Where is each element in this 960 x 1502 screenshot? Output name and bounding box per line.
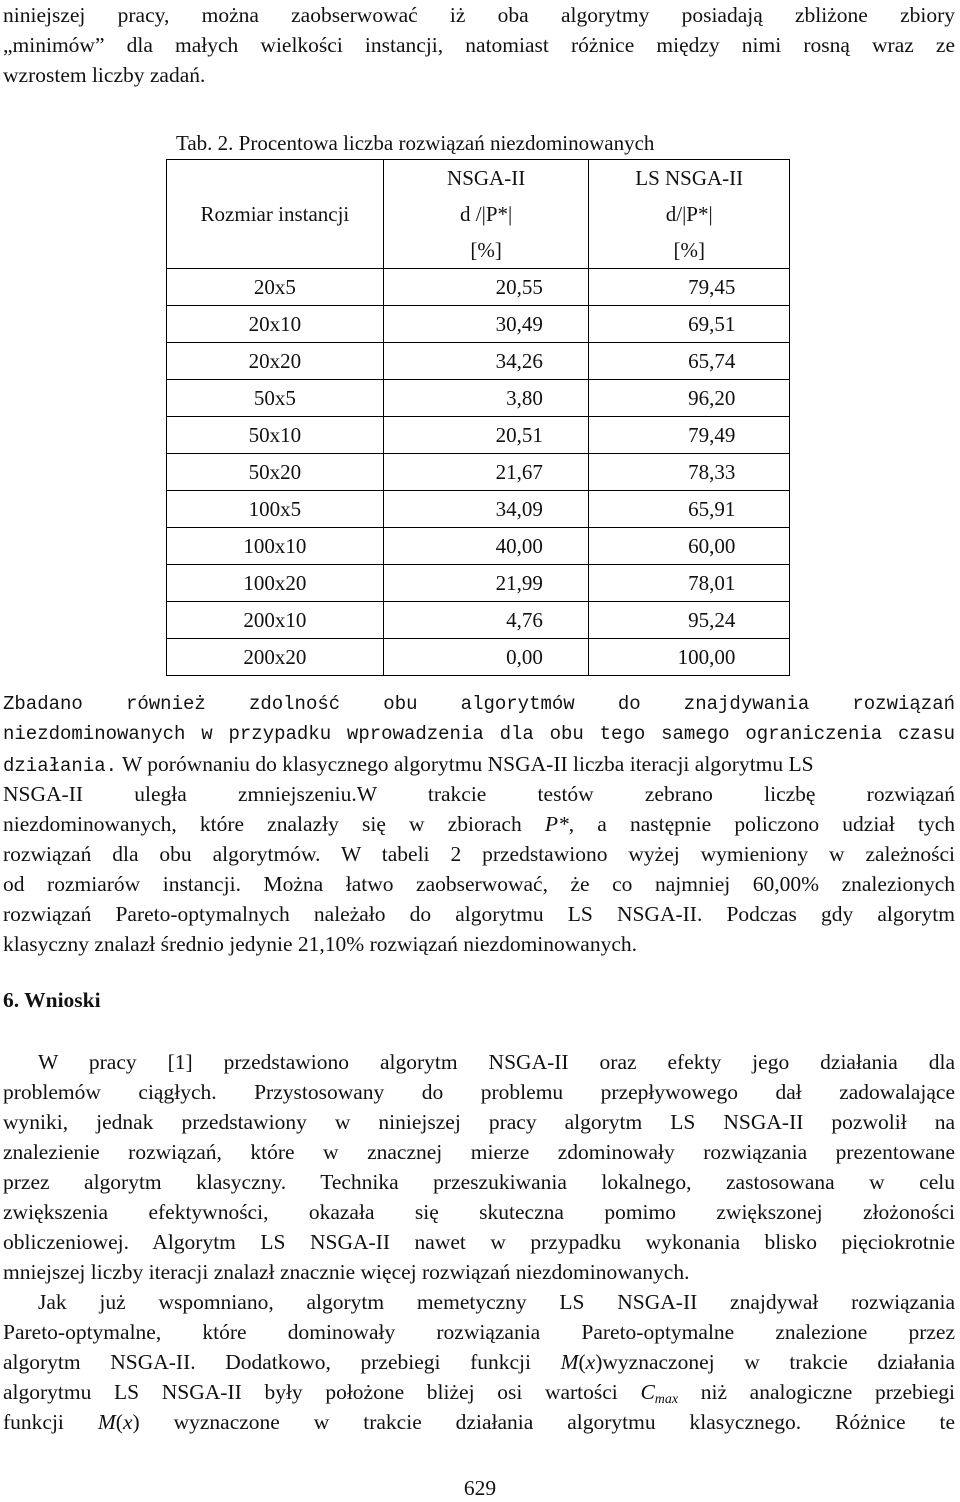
paragraph-line xyxy=(3,809,955,839)
paragraph-line: problemów ciągłych. Przystosowany do problemu przepływowego dał zadowalające xyxy=(3,1080,955,1104)
cell-size: 20x10 xyxy=(167,306,384,343)
math-symbol: M xyxy=(97,1410,116,1434)
paragraph-line xyxy=(3,1407,955,1437)
cell-ls: 78,33 xyxy=(688,460,736,484)
header-nsga: NSGA-II xyxy=(383,160,589,197)
paragraph-line: rozwiązań dla obu algorytmów. W tabeli 2 przedstawiono wyżej wymieniony w zależności xyxy=(3,842,955,866)
section-heading: 6. Wnioski xyxy=(3,988,101,1012)
cell-size: 200x20 xyxy=(167,639,384,676)
cell-nsga: 40,00 xyxy=(495,534,543,558)
paragraph-line: klasyczny znalazł średnio jedynie 21,10% rozwiązań niezdominowanych. xyxy=(3,932,638,956)
math-symbol: P* xyxy=(544,812,569,836)
cell-nsga: 0,00 xyxy=(506,645,543,669)
cell-size: 100x10 xyxy=(167,528,384,565)
math-subscript: max xyxy=(654,1392,679,1407)
paragraph-line: od rozmiarów instancji. Można łatwo zaobserwować, że co najmniej 60,00% znalezionych xyxy=(3,872,955,896)
cell-size: 50x5 xyxy=(167,380,384,417)
paragraph-line: niezdominowanych w przypadku wprowadzenia dla obu tego samego ograniczenia czasu xyxy=(3,723,955,745)
cell-nsga: 21,67 xyxy=(495,460,543,484)
cell-ls: 65,74 xyxy=(688,349,736,373)
cell-ls: 65,91 xyxy=(688,497,736,521)
page-number: 629 xyxy=(463,1476,497,1500)
cell-ls: 69,51 xyxy=(688,312,736,336)
paragraph-line: wyniki, jednak przedstawiony w niniejszej pracy algorytm LS NSGA-II pozwolił na xyxy=(3,1110,955,1134)
cell-nsga: 4,76 xyxy=(506,608,543,632)
header-ls-metric: d/|P*| xyxy=(589,196,790,232)
math-symbol: M xyxy=(560,1350,579,1374)
cell-size: 20x20 xyxy=(167,343,384,380)
paragraph-line: niniejszej pracy, można zaobserwować iż oba algorytmy posiadają zbliżone zbiory xyxy=(3,3,955,27)
cell-nsga: 34,26 xyxy=(495,349,543,373)
paragraph-fragment: wyznaczonej w trakcie działania xyxy=(602,1350,955,1374)
cell-nsga: 20,55 xyxy=(495,275,543,299)
paragraph-fragment: ) xyxy=(132,1410,140,1434)
table-row xyxy=(167,639,790,676)
paragraph-fragment: funkcji xyxy=(3,1410,98,1434)
cell-nsga: 3,80 xyxy=(506,386,543,410)
cell-size: 100x20 xyxy=(167,565,384,602)
cell-ls: 79,45 xyxy=(688,275,736,299)
paragraph-line: wzrostem liczby zadań. xyxy=(3,63,206,87)
table-row xyxy=(167,454,790,491)
math-symbol: x xyxy=(122,1410,133,1434)
cell-ls: 96,20 xyxy=(688,386,736,410)
table-caption: Tab. 2. Procentowa liczba rozwiązań niezdominowanych xyxy=(176,131,655,155)
paragraph-fragment: niezdominowanych, które znalazły się w zbiorach xyxy=(3,812,545,836)
header-nsga-metric: d /|P*| xyxy=(383,196,589,232)
paragraph-line xyxy=(3,749,955,781)
header-nsga-unit: [%] xyxy=(383,232,589,269)
cell-size: 50x20 xyxy=(167,454,384,491)
table-row xyxy=(167,565,790,602)
cell-ls: 78,01 xyxy=(688,571,736,595)
math-symbol: x xyxy=(585,1350,596,1374)
paragraph-fragment: wyznaczone w trakcie działania algorytmu klasycznego. Różnice te xyxy=(139,1410,955,1434)
cell-size: 20x5 xyxy=(167,269,384,306)
paragraph-line: Zbadano również zdolność obu algorytmów do znajdywania rozwiązań xyxy=(3,693,955,715)
table-row xyxy=(167,343,790,380)
cell-nsga: 30,49 xyxy=(495,312,543,336)
paragraph-fragment: działania. xyxy=(3,755,118,777)
table-row xyxy=(167,306,790,343)
table-row xyxy=(167,380,790,417)
paragraph-line: zwiększenia efektywności, okazała się skuteczna pomimo zwiększonej złożoności xyxy=(3,1200,955,1224)
table-row xyxy=(167,602,790,639)
results-table xyxy=(166,159,790,676)
paragraph-line xyxy=(3,1347,955,1377)
paragraph-fragment: niż analogiczne przebiegi xyxy=(678,1380,955,1404)
paragraph-line: W pracy [1] przedstawiono algorytm NSGA-II oraz efekty jego działania dla xyxy=(38,1050,955,1074)
paragraph-fragment: W porównaniu do klasycznego algorytmu NSGA-II liczba iteracji algorytmu LS xyxy=(117,752,814,776)
table-row xyxy=(167,269,790,306)
paragraph-line: przez algorytm klasyczny. Technika przeszukiwania lokalnego, zastosowana w celu xyxy=(3,1170,955,1194)
paragraph-line: rozwiązań Pareto-optymalnych należało do algorytmu LS NSGA-II. Podczas gdy algorytm xyxy=(3,902,955,926)
cell-ls: 79,49 xyxy=(688,423,736,447)
paragraph-fragment: , a następnie policzono udział tych xyxy=(568,812,955,836)
paragraph-fragment: ( xyxy=(578,1350,586,1374)
cell-nsga: 20,51 xyxy=(495,423,543,447)
cell-ls: 95,24 xyxy=(688,608,736,632)
paragraph-fragment: algorytmu LS NSGA-II były położone bliżej osi wartości xyxy=(3,1380,641,1404)
cell-size: 200x10 xyxy=(167,602,384,639)
cell-size: 50x10 xyxy=(167,417,384,454)
header-ls-nsga: LS NSGA-II xyxy=(589,160,790,197)
table-row xyxy=(167,528,790,565)
paragraph-line: znalezienie rozwiązań, które w znacznej mierze zdominowały rozwiązania prezentowane xyxy=(3,1140,955,1164)
cell-ls: 60,00 xyxy=(688,534,736,558)
paragraph-line: NSGA-II uległa zmniejszeniu.W trakcie testów zebrano liczbę rozwiązań xyxy=(3,782,955,806)
table-header-row xyxy=(167,160,790,197)
cell-nsga: 21,99 xyxy=(495,571,543,595)
cell-ls: 100,00 xyxy=(677,645,736,669)
paragraph-line: Jak już wspomniano, algorytm memetyczny LS NSGA-II znajdywał rozwiązania xyxy=(38,1290,955,1314)
table-row xyxy=(167,417,790,454)
cell-nsga: 34,09 xyxy=(495,497,543,521)
paragraph-line: mniejszej liczby iteracji znalazł znacznie więcej rozwiązań niezdominowanych. xyxy=(3,1260,690,1284)
math-symbol: C xyxy=(640,1380,655,1404)
paragraph-fragment: ( xyxy=(115,1410,123,1434)
paragraph-fragment: ) xyxy=(595,1350,603,1374)
paragraph-line: Pareto-optymalne, które dominowały rozwiązania Pareto-optymalne znalezione przez xyxy=(3,1320,955,1344)
header-instance-size: Rozmiar instancji xyxy=(167,160,384,269)
paragraph-fragment: algorytm NSGA-II. Dodatkowo, przebiegi funkcji xyxy=(3,1350,561,1374)
paragraph-line: obliczeniowej. Algorytm LS NSGA-II nawet w przypadku wykonania blisko pięciokrotnie xyxy=(3,1230,955,1254)
paragraph-line: „minimów” dla małych wielkości instancji, natomiast różnice między nimi rosną wraz ze xyxy=(3,33,955,57)
cell-size: 100x5 xyxy=(167,491,384,528)
header-ls-unit: [%] xyxy=(589,232,790,269)
table-row xyxy=(167,491,790,528)
